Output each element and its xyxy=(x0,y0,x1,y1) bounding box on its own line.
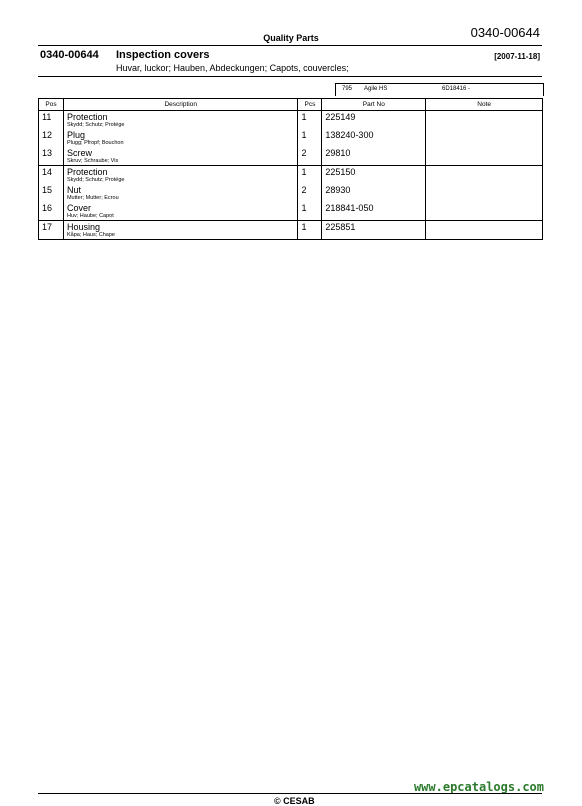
header-note: Note xyxy=(426,99,543,111)
row-translation: Skydd; Schutz; Protége xyxy=(66,122,125,128)
row-translation: Huv; Haube; Capot xyxy=(66,213,114,219)
row-pcs: 2 xyxy=(298,147,322,166)
table-row xyxy=(39,129,543,147)
table-row xyxy=(39,221,543,240)
model-serial: 6D18416 - xyxy=(442,86,471,92)
row-name: Cover xyxy=(66,203,91,213)
row-pos: 14 xyxy=(39,166,64,185)
row-pcs: 1 xyxy=(298,166,322,185)
header-pos: Pos xyxy=(39,99,64,111)
row-note xyxy=(426,111,543,130)
row-pcs: 1 xyxy=(298,202,322,221)
row-note xyxy=(426,147,543,166)
row-note xyxy=(426,129,543,147)
row-part-no: 28930 xyxy=(322,184,426,202)
header-center-title: Quality Parts xyxy=(263,33,319,43)
table-header-row xyxy=(39,99,543,111)
table-row xyxy=(39,111,543,130)
row-note xyxy=(426,221,543,240)
row-name: Screw xyxy=(66,148,92,158)
row-part-no: 225851 xyxy=(322,221,426,240)
row-description xyxy=(63,147,297,166)
row-pos: 15 xyxy=(39,184,64,202)
row-pos: 17 xyxy=(39,221,64,240)
row-part-no: 225150 xyxy=(322,166,426,185)
row-pcs: 1 xyxy=(298,111,322,130)
row-description xyxy=(63,166,297,185)
row-part-no: 29810 xyxy=(322,147,426,166)
row-name: Protection xyxy=(66,167,108,177)
document-title: Inspection covers xyxy=(116,49,210,61)
table-row xyxy=(39,147,543,166)
row-translation: Skruv; Schraube; Vis xyxy=(66,158,119,164)
row-note xyxy=(426,202,543,221)
row-name: Nut xyxy=(66,185,81,195)
row-pos: 16 xyxy=(39,202,64,221)
row-description xyxy=(63,184,297,202)
row-part-no: 138240-300 xyxy=(322,129,426,147)
row-translation: Skydd; Schutz; Protége xyxy=(66,177,125,183)
row-description xyxy=(63,129,297,147)
document-date: [2007-11-18] xyxy=(494,52,540,61)
model-box xyxy=(335,83,544,96)
document-number: 0340-00644 xyxy=(40,49,99,61)
cesab-logo: © CESAB xyxy=(274,796,315,806)
document-subtitle: Huvar, luckor; Hauben, Abdeckungen; Capots, couvercles; xyxy=(116,63,349,73)
header-pcs: Pcs xyxy=(298,99,322,111)
row-pos: 11 xyxy=(39,111,64,130)
model-code: 795 xyxy=(342,86,353,92)
header-part-no: Part No xyxy=(322,99,426,111)
row-translation: Plugg; Pfropf; Bouchon xyxy=(66,140,124,146)
row-name: Protection xyxy=(66,112,108,122)
row-pcs: 1 xyxy=(298,221,322,240)
watermark-link[interactable]: www.epcatalogs.com xyxy=(413,780,544,794)
row-translation: Kåpa; Haus; Chape xyxy=(66,232,115,238)
title-rule xyxy=(38,76,542,77)
header-description: Description xyxy=(63,99,297,111)
row-pos: 12 xyxy=(39,129,64,147)
row-description xyxy=(63,221,297,240)
header-document-number: 0340-00644 xyxy=(470,25,540,40)
row-name: Housing xyxy=(66,222,100,232)
row-translation: Mutter; Mutter; Ecrou xyxy=(66,195,119,201)
row-pos: 13 xyxy=(39,147,64,166)
table-row xyxy=(39,184,543,202)
row-name: Plug xyxy=(66,130,85,140)
row-description xyxy=(63,202,297,221)
row-description xyxy=(63,111,297,130)
table-row xyxy=(39,202,543,221)
footer-rule xyxy=(38,793,542,794)
row-pcs: 1 xyxy=(298,129,322,147)
parts-table xyxy=(38,98,543,240)
row-note xyxy=(426,184,543,202)
header-rule xyxy=(38,45,542,46)
row-part-no: 218841-050 xyxy=(322,202,426,221)
row-part-no: 225149 xyxy=(322,111,426,130)
row-pcs: 2 xyxy=(298,184,322,202)
model-name: Agile HS xyxy=(364,86,388,92)
table-row xyxy=(39,166,543,185)
row-note xyxy=(426,166,543,185)
